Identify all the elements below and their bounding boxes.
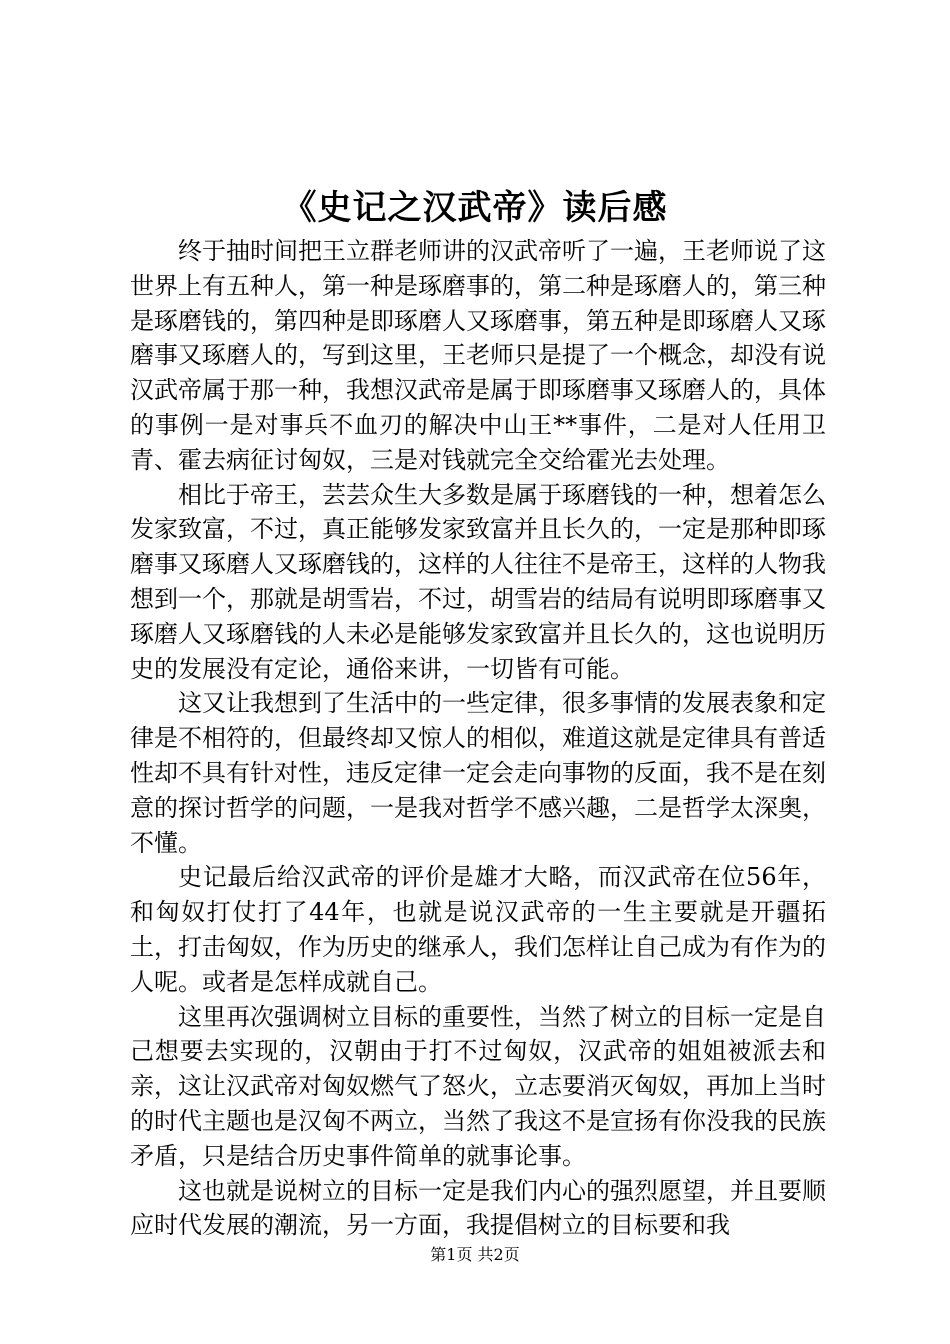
paragraph-6: 这也就是说树立的目标一定是我们内心的强烈愿望，并且要顺应时代发展的潮流，另一方面，我提倡树立的目标要和我 bbox=[130, 1176, 826, 1240]
paragraph-4: 史记最后给汉武帝的评价是雄才大略，而汉武帝在位56年，和匈奴打仗打了44年，也就是说汉武帝的一生主要就是开疆拓土，打击匈奴，作为历史的继承人，我们怎样让自己成为有作为的人呢。或者是怎样成就自己。 bbox=[130, 863, 826, 996]
paragraph-2: 相比于帝王，芸芸众生大多数是属于琢磨钱的一种，想着怎么发家致富，不过，真正能够发家致富并且长久的，一定是那种即琢磨事又琢磨人又琢磨钱的，这样的人往往不是帝王，这样的人物我想到一个，那就是胡雪岩，不过，胡雪岩的结局有说明即琢磨事又琢磨人又琢磨钱的人未必是能够发家致富并且长久的，这也说明历史的发展没有定论，通俗来讲，一切皆有可能。 bbox=[130, 480, 826, 683]
paragraph-5: 这里再次强调树立目标的重要性，当然了树立的目标一定是自己想要去实现的，汉朝由于打不过匈奴，汉武帝的姐姐被派去和亲，这让汉武帝对匈奴燃气了怒火，立志要消灭匈奴，再加上当时的时代主题也是汉匈不两立，当然了我这不是宣扬有你没我的民族矛盾，只是结合历史事件简单的就事论事。 bbox=[130, 1002, 826, 1170]
page-footer: 第1页 共2页 bbox=[430, 1245, 520, 1264]
paragraph-3: 这又让我想到了生活中的一些定律，很多事情的发展表象和定律是不相符的，但最终却又惊人的相似，难道这就是定律具有普适性却不具有针对性，违反定律一定会走向事物的反面，我不是在刻意的探讨哲学的问题，一是我对哲学不感兴趣，二是哲学太深奥，不懂。 bbox=[130, 689, 826, 857]
document-body bbox=[130, 234, 826, 1243]
paragraph-1: 终于抽时间把王立群老师讲的汉武帝听了一遍，王老师说了这世界上有五种人，第一种是琢磨事的，第二种是琢磨人的，第三种是琢磨钱的，第四种是即琢磨人又琢磨事，第五种是即琢磨人又琢磨事又琢磨人的，写到这里，王老师只是提了一个概念，却没有说汉武帝属于那一种，我想汉武帝是属于即琢磨事又琢磨人的，具体的事例一是对事兵不血刃的解决中山王**事件，二是对人任用卫青、霍去病征讨匈奴，三是对钱就完全交给霍光去处理。 bbox=[130, 237, 826, 474]
document-title: 《史记之汉武帝》读后感 bbox=[282, 188, 668, 228]
